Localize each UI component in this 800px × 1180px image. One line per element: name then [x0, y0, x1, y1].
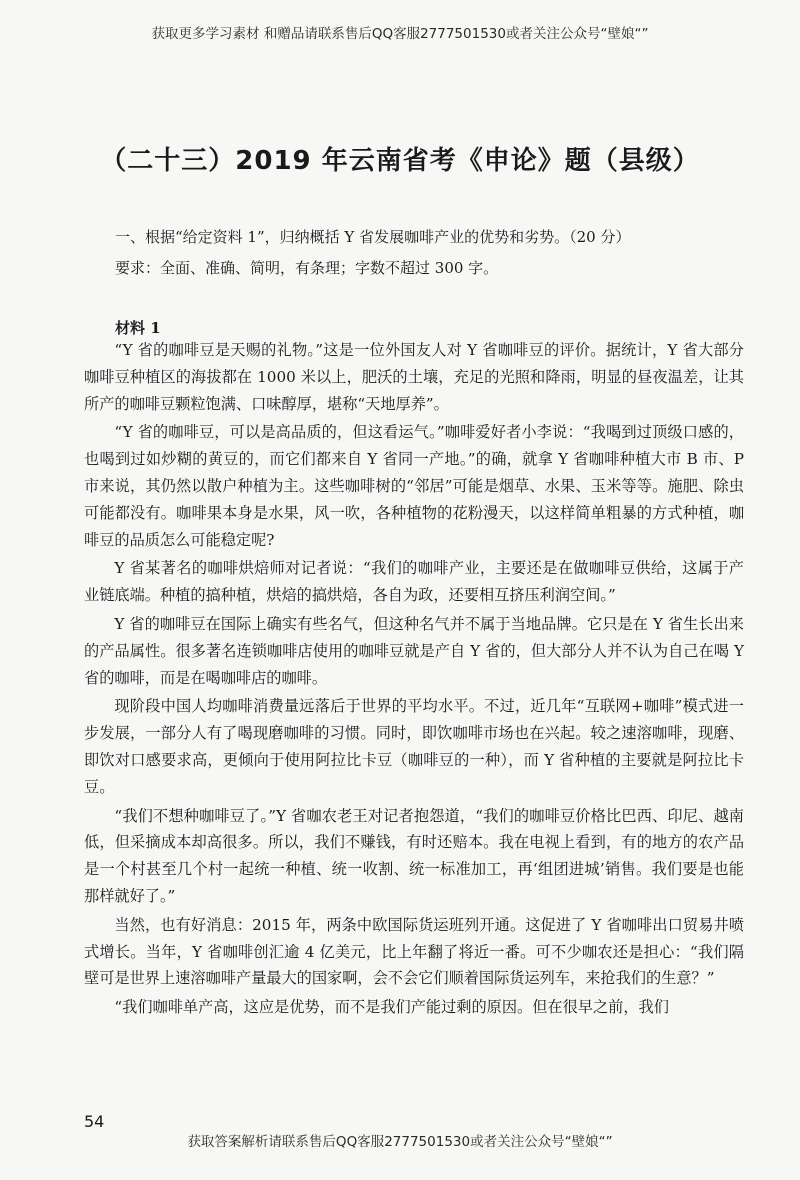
paragraph-8: “我们咖啡单产高，这应是优势，而不是我们产能过剩的原因。但在很早之前，我们 — [114, 998, 669, 1017]
paragraph-7: 当然，也有好消息：2015 年，两条中欧国际货运班列开通。这促进了 Y 省咖啡出口贸易井喷式增长。当年，Y 省咖啡创汇逾 4 亿美元，比上年翻了将近一番。可不少咖农还是担心：“我们隔壁可是世界上速溶咖啡产量最大的国家啊，会不会它们顺着国际货运列车，来抢我们的生意？” — [84, 915, 744, 988]
paragraph-4: Y 省的咖啡豆在国际上确实有些名气，但这种名气并不属于当地品牌。它只是在 Y 省生长出来的产品属性。很多著名连锁咖啡店使用的咖啡豆就是产自 Y 省的，但大部分人并不认为自己在喝 Y 省的咖啡，而是在喝咖啡店的咖啡。 — [84, 614, 744, 687]
question-line-1: 一、根据“给定资料 1”，归纳概括 Y 省发展咖啡产业的优势和劣势。（20 分） — [115, 228, 631, 246]
material-title: 材料 1 — [115, 319, 161, 337]
paragraph-2: “Y 省的咖啡豆，可以是高品质的，但这看运气。”咖啡爱好者小李说：“我喝到过顶级口感的，也喝到过如炒糊的黄豆的，而它们都来自 Y 省同一产地。”的确，就拿 Y 省咖啡种植大市 B 市、P 市来说，其仍然以散户种植为主。这些咖啡树的“邻居”可能是烟草、水果、玉米等等。施肥、除虫可能都没有。咖啡果本身是水果，风一吹，各种植物的花粉漫天，以这样简单粗暴的方式种植，咖啡豆的品质怎么可能稳定呢? — [84, 423, 744, 549]
page-title: （二十三）2019 年云南省考《申论》题（县级） — [100, 146, 700, 176]
paragraph-5: 现阶段中国人均咖啡消费量远落后于世界的平均水平。不过，近几年“互联网+咖啡”模式进一步发展，一部分人有了喝现磨咖啡的习惯。同时，即饮咖啡市场也在兴起。较之速溶咖啡，现磨、即饮对口感要求高，更倾向于使用阿拉比卡豆（咖啡豆的一种），而 Y 省种植的主要就是阿拉比卡豆。 — [84, 697, 744, 796]
paragraph-6: “我们不想种咖啡豆了。”Y 省咖农老王对记者抱怨道，“我们的咖啡豆价格比巴西、印尼、越南低，但采摘成本却高很多。所以，我们不赚钱，有时还赔本。我在电视上看到，有的地方的农产品是一个村甚至几个村一起统一种植、统一收割、统一标准加工，再‘组团进城’销售。我们要是也能那样就好了。” — [84, 806, 744, 905]
material-body — [84, 337, 744, 1023]
footer-note: 获取答案解析请联系售后QQ客服2777501530或者关注公众号“壁娘“” — [187, 1134, 613, 1150]
page-number: 54 — [84, 1112, 105, 1131]
header-note: 获取更多学习素材 和赠品请联系售后QQ客服2777501530或者关注公众号“壁娘“” — [151, 26, 649, 42]
paragraph-1: “Y 省的咖啡豆是天赐的礼物。”这是一位外国友人对 Y 省咖啡豆的评价。据统计，Y 省大部分咖啡豆种植区的海拔都在 1000 米以上，肥沃的土壤，充足的光照和降雨，明显的昼夜温差，让其所产的咖啡豆颗粒饱满、口味醇厚，堪称“天地厚养”。 — [84, 341, 744, 413]
paragraph-3: Y 省某著名的咖啡烘焙师对记者说：“我们的咖啡产业，主要还是在做咖啡豆供给，这属于产业链底端。种植的搞种植，烘焙的搞烘焙，各自为政，还要相互挤压利润空间。” — [84, 559, 744, 605]
question-requirement: 要求：全面、准确、简明，有条理；字数不超过 300 字。 — [115, 259, 499, 277]
